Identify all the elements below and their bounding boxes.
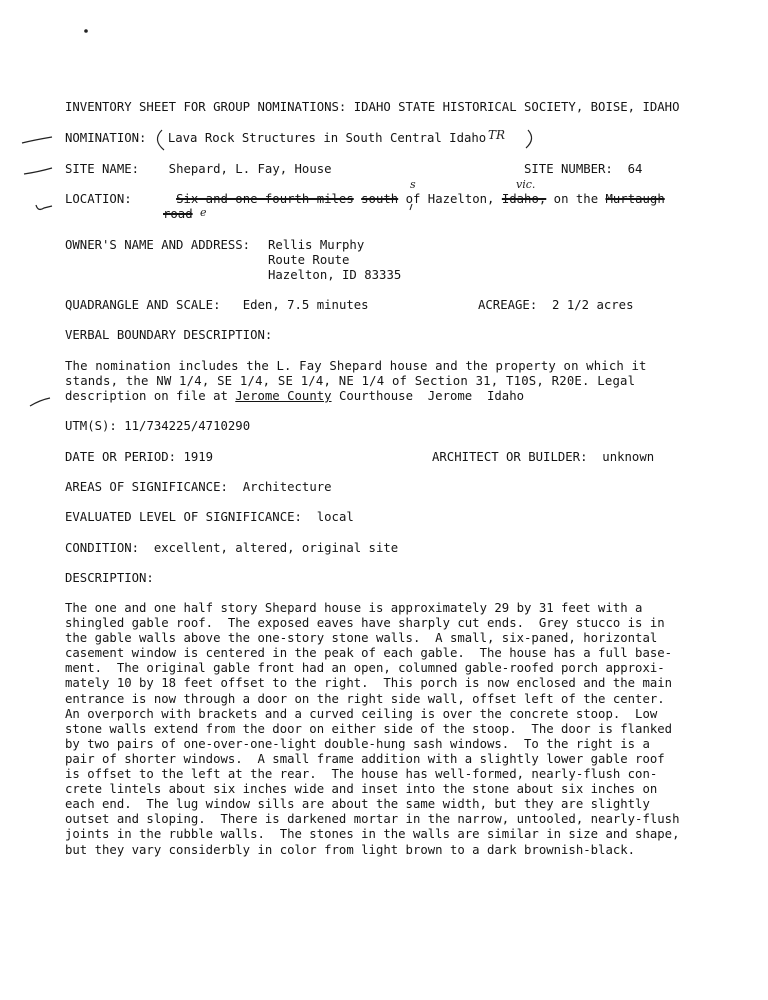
- owner-name: Rellis Murphy: [268, 238, 365, 252]
- site-number-label: SITE NUMBER:: [524, 162, 613, 176]
- location-struck-distance: Six and one-fourth miles: [176, 192, 354, 206]
- location-struck-direction: south: [361, 192, 399, 206]
- site-number-value: 64: [627, 162, 643, 176]
- verbal-boundary-line-3: [65, 389, 524, 404]
- condition-label: CONDITION:: [65, 541, 140, 555]
- description-body: [65, 601, 705, 858]
- acreage-value: 2 1/2 acres: [552, 298, 634, 312]
- nomination-row: [65, 131, 486, 146]
- site-name-row: [65, 162, 332, 177]
- owner-label: OWNER'S NAME AND ADDRESS:: [65, 238, 251, 252]
- areas-label: AREAS OF SIGNIFICANCE:: [65, 480, 228, 494]
- utm-row: [65, 419, 250, 434]
- description-line: stone walls extend from the door on either side of the stoop. The door is flanked: [65, 721, 673, 736]
- description-line: the gable walls above the one-story stone walls. A small, six-paned, horizontal: [65, 631, 658, 646]
- form-header: INVENTORY SHEET FOR GROUP NOMINATIONS: IDAHO STATE HISTORICAL SOCIETY, BOISE, IDAHO: [65, 100, 680, 114]
- description-line: ment. The original gable front had an open, columned gable-roofed porch approxi-: [65, 661, 665, 676]
- date-label: DATE OR PERIOD:: [65, 450, 177, 464]
- description-line: is offset to the left at the rear. The house has well-formed, nearly-flush con-: [65, 767, 658, 782]
- site-name-label: SITE NAME:: [65, 162, 140, 176]
- evaluated-row: [65, 510, 354, 525]
- nomination-handwritten-note: TR: [488, 128, 506, 142]
- condition-value: excellent, altered, original site: [153, 541, 399, 555]
- description-line: entrance is now through a door on the right side wall, offset left of the center.: [65, 691, 665, 706]
- owner-city-line: Hazelton, ID 83335: [268, 268, 402, 282]
- verbal-boundary-text-a: description on file at: [65, 389, 228, 403]
- areas-value: Architecture: [242, 480, 332, 494]
- nomination-label: NOMINATION:: [65, 131, 147, 145]
- condition-row: [65, 541, 398, 556]
- location-handwritten-e: e: [200, 206, 207, 219]
- verbal-boundary-label: VERBAL BOUNDARY DESCRIPTION:: [65, 328, 273, 342]
- verbal-boundary-text-c: Courthouse Jerome Idaho: [338, 389, 525, 403]
- description-line: joints in the rubble walls. The stones in the walls are similar in size and shape,: [65, 827, 680, 842]
- quadrangle-label: QUADRANGLE AND SCALE:: [65, 298, 221, 312]
- quadrangle-row: [65, 298, 369, 313]
- description-line: pair of shorter windows. A small frame addition with a slightly lower gable roof: [65, 751, 665, 766]
- owner-address-line: Route Route: [268, 253, 350, 267]
- architect-value: unknown: [602, 450, 655, 464]
- location-handwritten-s: s: [410, 178, 416, 191]
- description-label: DESCRIPTION:: [65, 571, 154, 585]
- utm-value: 11/734225/4710290: [124, 419, 251, 433]
- utm-label: UTM(S):: [65, 419, 117, 433]
- location-text-on: on the: [553, 192, 599, 206]
- evaluated-value: local: [316, 510, 354, 524]
- site-number-row: [524, 162, 642, 177]
- description-line: but they vary considerbly in color from light brown to a dark brownish-black.: [65, 842, 636, 857]
- date-value: 1919: [183, 450, 214, 464]
- location-struck-state: Idaho,: [501, 192, 547, 206]
- acreage-row: [478, 298, 633, 313]
- description-line: by two pairs of one-over-one-light double-hung sash windows. To the right is a: [65, 736, 650, 751]
- date-row: [65, 450, 213, 465]
- description-line: shingled gable roof. The exposed eaves have sharply cut ends. Grey stucco is in: [65, 616, 665, 631]
- verbal-boundary-line-1: The nomination includes the L. Fay Shepard house and the property on which it: [65, 359, 647, 373]
- description-line: each end. The lug window sills are about the same width, but they are slightly: [65, 797, 650, 812]
- location-struck-road-name: Murtaugh: [605, 192, 665, 206]
- description-line: An overporch with brackets and a curved ceiling is over the concrete stoop. Low: [65, 706, 658, 721]
- architect-label: ARCHITECT OR BUILDER:: [432, 450, 588, 464]
- location-row: [65, 192, 665, 207]
- quadrangle-value: Eden, 7.5 minutes: [242, 298, 369, 312]
- verbal-boundary-line-2: stands, the NW 1/4, SE 1/4, SE 1/4, NE 1/4 of Section 31, T10S, R20E. Legal: [65, 374, 636, 388]
- acreage-label: ACREAGE:: [478, 298, 538, 312]
- location-struck-road: road: [163, 207, 193, 221]
- description-line: mately 10 by 18 feet offset to the right. This porch is now enclosed and the main: [65, 676, 673, 691]
- architect-row: [432, 450, 654, 465]
- description-line: The one and one half story Shepard house is approximately 29 by 31 feet with a: [65, 601, 643, 615]
- location-label: LOCATION:: [65, 192, 132, 206]
- nomination-value: Lava Rock Structures in South Central Idaho: [167, 131, 487, 145]
- verbal-boundary-county: Jerome County: [235, 389, 332, 403]
- location-handwritten-vic: vic.: [516, 178, 536, 191]
- description-line: casement window is centered in the peak of each gable. The house has a full base-: [65, 646, 673, 661]
- evaluated-label: EVALUATED LEVEL OF SIGNIFICANCE:: [65, 510, 302, 524]
- description-line: outset and sloping. There is darkened mortar in the narrow, untooled, nearly-flush: [65, 812, 680, 827]
- site-name-value: Shepard, L. Fay, House: [168, 162, 332, 176]
- owner-row: [65, 238, 250, 253]
- areas-row: [65, 480, 332, 495]
- description-line: crete lintels about six inches wide and inset into the stone about six inches on: [65, 782, 658, 797]
- location-text-town: of Hazelton,: [405, 192, 495, 206]
